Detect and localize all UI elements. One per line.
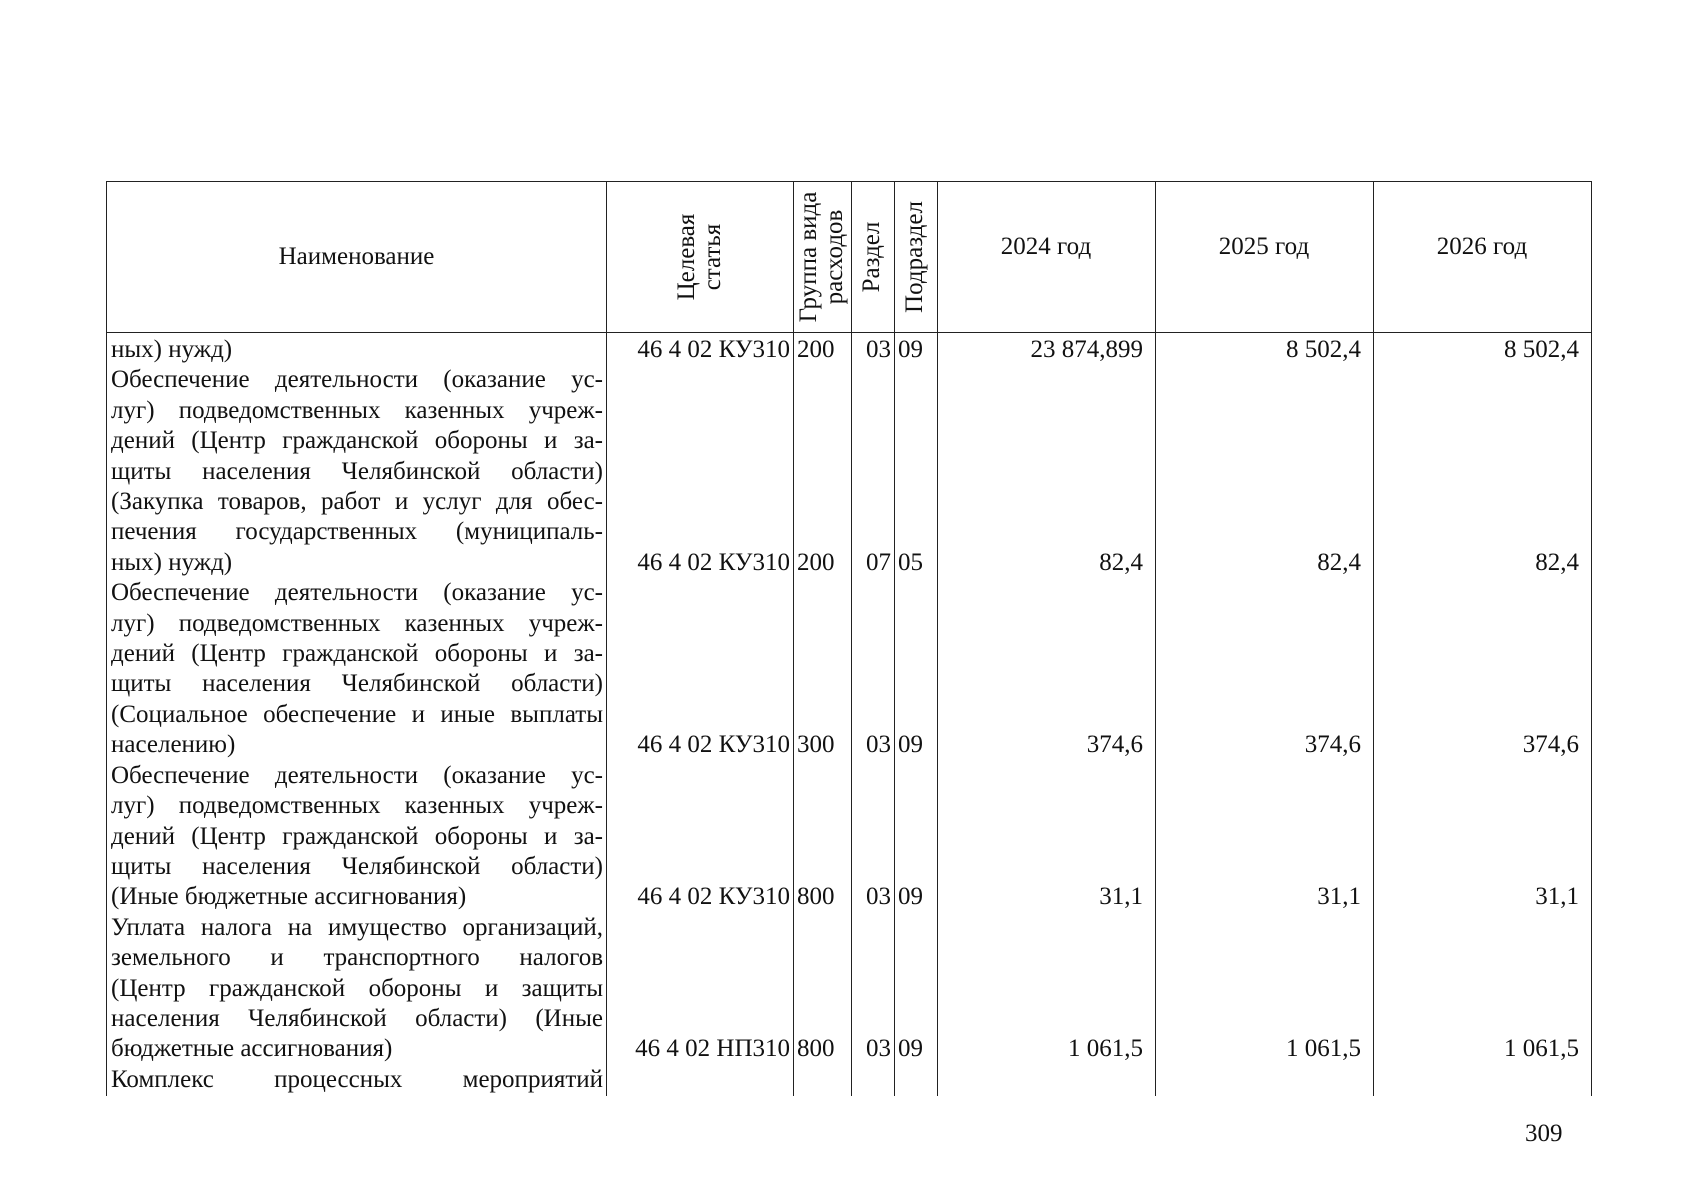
table-row: [107, 335, 1591, 365]
name-line: дений (Центр гражданской обороны и за-: [111, 640, 603, 668]
value-2026-cell: 82,4: [1535, 549, 1579, 576]
value-2025-cell: 1 061,5: [1286, 1035, 1361, 1062]
value-2024-cell: 1 061,5: [1068, 1035, 1143, 1062]
name-line: щиты населения Челябинской области): [111, 457, 603, 485]
header-section: Раздел: [858, 221, 885, 293]
budget-table: [106, 181, 1592, 1096]
column-divider: [793, 182, 794, 1096]
section-cell: 03: [866, 731, 891, 758]
value-2026-cell: 8 502,4: [1504, 336, 1579, 363]
header-group: Группа вида расходов: [795, 191, 848, 323]
subsection-cell: 09: [898, 731, 923, 758]
name-line: населения Челябинской области) (Иные: [111, 1004, 603, 1032]
name-line: луг) подведомственных казенных учреж-: [111, 609, 603, 637]
column-divider: [937, 182, 938, 1096]
header-target: Целевая статья: [673, 213, 726, 301]
header-2024: 2024 год: [1000, 233, 1092, 260]
name-line: населению): [111, 731, 236, 759]
column-divider: [1373, 182, 1374, 1096]
name-line: Комплекс процессных мероприятий: [111, 1065, 603, 1093]
column-divider: [1155, 182, 1156, 1096]
name-line: ных) нужд): [111, 548, 233, 576]
value-2025-cell: 8 502,4: [1286, 336, 1361, 363]
value-2026-cell: 1 061,5: [1504, 1035, 1579, 1062]
value-2025-cell: 374,6: [1304, 731, 1361, 758]
value-2024-cell: 31,1: [1099, 883, 1143, 910]
name-line: луг) подведомственных казенных учреж-: [111, 792, 603, 820]
group-cell: 800: [797, 1035, 835, 1062]
group-cell: 200: [797, 549, 835, 576]
name-line: Уплата налога на имущество организаций,: [111, 913, 603, 941]
table-row: [107, 548, 1591, 578]
target-cell: 46 4 02 КУ310: [637, 549, 790, 576]
value-2026-cell: 31,1: [1535, 883, 1579, 910]
name-line: земельного и транспортного налогов: [111, 944, 603, 972]
name-line: (Иные бюджетные ассигнования): [111, 883, 467, 911]
subsection-cell: 05: [898, 549, 923, 576]
section-cell: 03: [866, 883, 891, 910]
section-cell: 07: [866, 549, 891, 576]
value-2025-cell: 82,4: [1317, 549, 1361, 576]
section-cell: 03: [866, 1035, 891, 1062]
page-number: 309: [1525, 1120, 1563, 1147]
name-line: ных) нужд): [111, 336, 233, 363]
name-line: (Закупка товаров, работ и услуг для обес-: [111, 488, 603, 516]
group-cell: 800: [797, 883, 835, 910]
name-line: щиты населения Челябинской области): [111, 852, 603, 880]
target-cell: 46 4 02 НП310: [635, 1035, 790, 1062]
subsection-cell: 09: [898, 1035, 923, 1062]
name-line: щиты населения Челябинской области): [111, 670, 603, 698]
subsection-cell: 09: [898, 336, 923, 363]
header-subsection: Подраздел: [901, 201, 928, 313]
column-divider: [851, 182, 852, 1096]
header-name: Наименование: [278, 243, 435, 270]
group-cell: 300: [797, 731, 835, 758]
name-line: (Центр гражданской обороны и защиты: [111, 974, 603, 1002]
target-cell: 46 4 02 КУ310: [637, 336, 790, 363]
value-2024-cell: 23 874,899: [1030, 336, 1143, 363]
column-divider: [606, 182, 607, 1096]
header-2026: 2026 год: [1436, 233, 1528, 260]
name-line: Обеспечение деятельности (оказание ус-: [111, 579, 603, 607]
value-2026-cell: 374,6: [1522, 731, 1579, 758]
name-line: Обеспечение деятельности (оказание ус-: [111, 366, 603, 394]
name-line: Обеспечение деятельности (оказание ус-: [111, 761, 603, 789]
value-2025-cell: 31,1: [1317, 883, 1361, 910]
value-2024-cell: 82,4: [1099, 549, 1143, 576]
target-cell: 46 4 02 КУ310: [637, 883, 790, 910]
name-line: дений (Центр гражданской обороны и за-: [111, 427, 603, 455]
header-divider: [107, 332, 1591, 333]
subsection-cell: 09: [898, 883, 923, 910]
table-row: [107, 882, 1591, 912]
group-cell: 200: [797, 336, 835, 363]
name-line: дений (Центр гражданской обороны и за-: [111, 822, 603, 850]
column-divider: [894, 182, 895, 1096]
name-line: (Социальное обеспечение и иные выплаты: [111, 700, 603, 728]
name-line: бюджетные ассигнования): [111, 1035, 393, 1063]
table-row: [107, 730, 1591, 760]
table-row: [107, 1034, 1591, 1064]
header-2025: 2025 год: [1218, 233, 1310, 260]
name-column: [111, 335, 603, 1095]
section-cell: 03: [866, 336, 891, 363]
value-2024-cell: 374,6: [1086, 731, 1143, 758]
name-line: печения государственных (муниципаль-: [111, 518, 603, 546]
name-line: луг) подведомственных казенных учреж-: [111, 396, 603, 424]
target-cell: 46 4 02 КУ310: [637, 731, 790, 758]
